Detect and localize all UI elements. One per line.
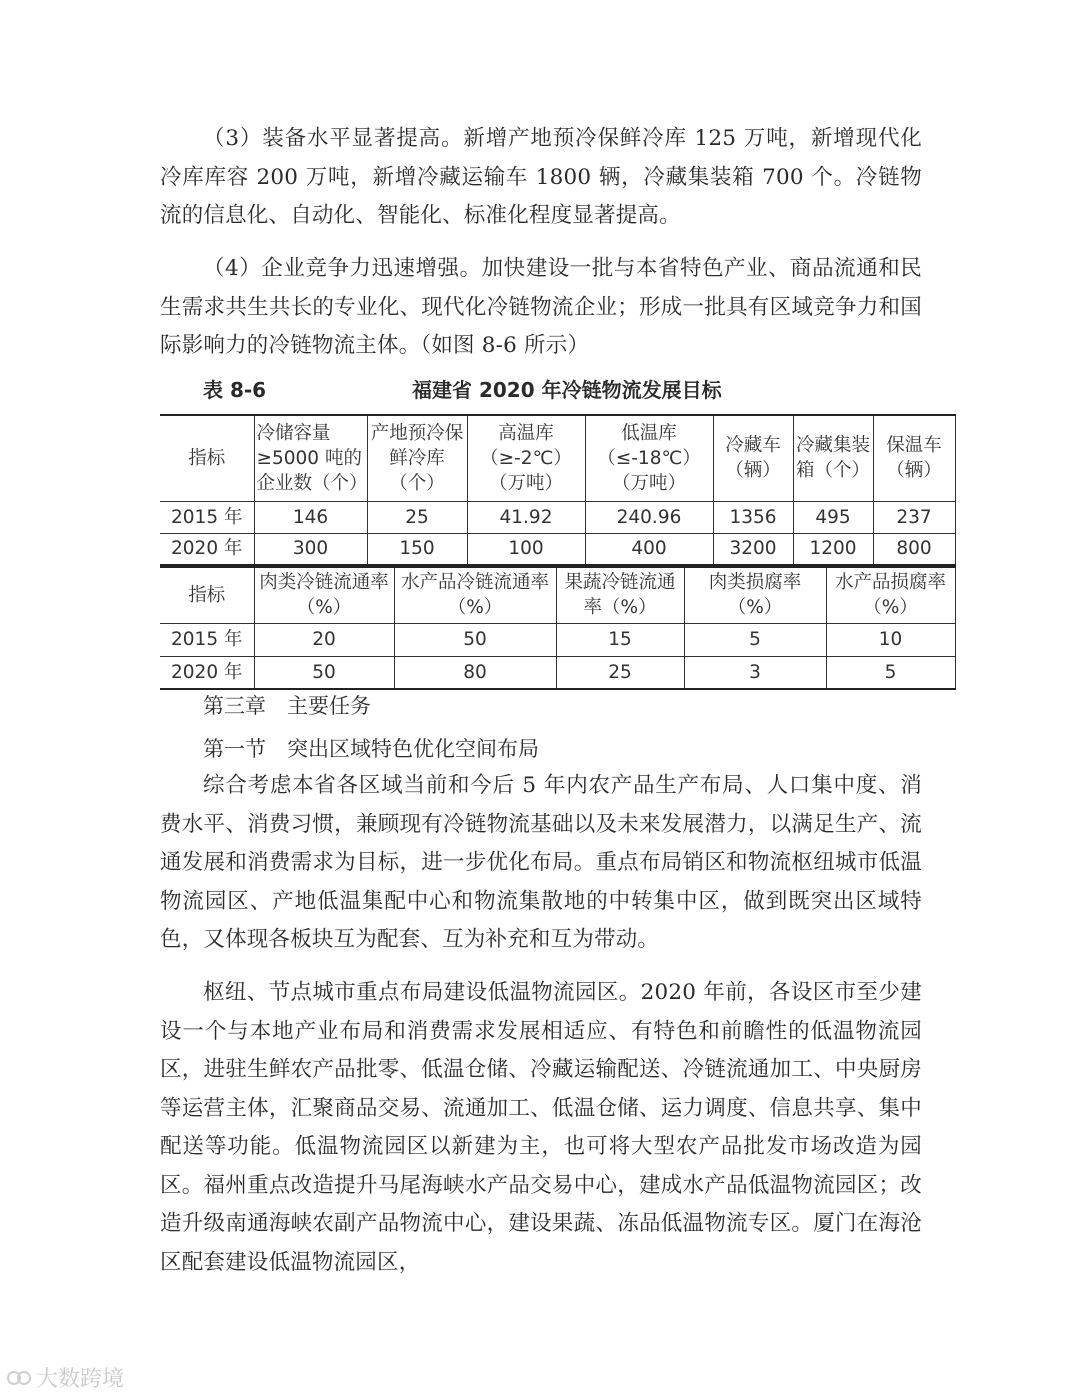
table-cell: 800 [873, 533, 955, 565]
table-cell: 25 [367, 501, 467, 533]
table-header-cell: 指标 [160, 567, 254, 623]
table-cell: 150 [367, 533, 467, 565]
table-row [160, 623, 955, 656]
table-header-cell: 高温库（≥-2℃）（万吨） [467, 415, 585, 501]
table-cell: 300 [254, 533, 367, 565]
table-cell: 2020 年 [160, 656, 254, 689]
targets-table-2 [160, 566, 956, 690]
table-cell: 20 [254, 623, 394, 656]
table-header-cell: 肉类损腐率（%） [684, 567, 826, 623]
table-cell: 1200 [793, 533, 873, 565]
table-header-row [160, 567, 955, 623]
table-cell: 2020 年 [160, 533, 254, 565]
table-cell: 80 [394, 656, 556, 689]
targets-table-1 [160, 414, 956, 566]
table-row [160, 533, 955, 565]
table-cell: 146 [254, 501, 367, 533]
table-header-cell: 肉类冷链流通率（%） [254, 567, 394, 623]
table-cell: 1356 [713, 501, 793, 533]
table-cell: 5 [826, 656, 955, 689]
table-cell: 240.96 [585, 501, 713, 533]
table-label: 表 8-6 [203, 378, 267, 402]
table-row [160, 656, 955, 689]
chapter-heading: 第三章 主要任务 [203, 694, 371, 718]
table-cell: 41.92 [467, 501, 585, 533]
table-header-cell: 果蔬冷链流通率（%） [556, 567, 684, 623]
table-cell: 25 [556, 656, 684, 689]
table-cell: 5 [684, 623, 826, 656]
table-header-cell: 水产品损腐率（%） [826, 567, 955, 623]
table-header-cell: 指标 [160, 415, 254, 501]
table-header-cell: 低温库（≤-18℃）（万吨） [585, 415, 713, 501]
table-header-row [160, 415, 955, 501]
table-title: 福建省 2020 年冷链物流发展目标 [412, 378, 722, 402]
table-header-cell: 保温车（辆） [873, 415, 955, 501]
table-cell: 50 [254, 656, 394, 689]
table-cell: 2015 年 [160, 501, 254, 533]
watermark-text: 大数跨境 [36, 1367, 125, 1392]
paragraph-equipment: （3）装备水平显著提高。新增产地预冷保鲜冷库 125 万吨，新增现代化冷库库容 200 万吨，新增冷藏运输车 1800 辆，冷藏集装箱 700 个。冷链物流的信息化、自动化、智能化、标准化程度显著提高。 [160, 126, 922, 228]
table-cell: 237 [873, 501, 955, 533]
watermark [6, 1362, 124, 1393]
table-cell: 10 [826, 623, 955, 656]
table-row [160, 501, 955, 533]
table-cell: 2015 年 [160, 623, 254, 656]
table-cell: 50 [394, 623, 556, 656]
paragraph-layout: 综合考虑本省各区域当前和今后 5 年内农产品生产布局、人口集中度、消费水平、消费习惯，兼顾现有冷链物流基础以及未来发展潜力，以满足生产、流通发展和消费需求为目标，进一步优化布局。重点布局销区和物流枢纽城市低温物流园区、产地低温集配中心和物流集散地的中转集中区，做到既突出区域特色，又体现各板块互为配套、互为补充和互为带动。 [160, 773, 922, 952]
table-cell: 3200 [713, 533, 793, 565]
table-cell: 400 [585, 533, 713, 565]
table-header-cell: 冷储容量≥5000 吨的企业数（个） [254, 415, 367, 501]
paragraph-hub-cities: 枢纽、节点城市重点布局建设低温物流园区。2020 年前，各设区市至少建设一个与本地产业布局和消费需求发展相适应、有特色和前瞻性的低温物流园区，进驻生鲜农产品批零、低温仓储、冷藏运输配送、冷链流通加工、中央厨房等运营主体，汇聚商品交易、流通加工、低温仓储、运力调度、信息共享、集中配送等功能。低温物流园区以新建为主，也可将大型农产品批发市场改造为园区。福州重点改造提升马尾海峡水产品交易中心，建成水产品低温物流园区；改造升级南通海峡农副产品物流中心，建设果蔬、冻品低温物流专区。厦门在海沧区配套建设低温物流园区， [160, 980, 922, 1275]
table-header-cell: 产地预冷保鲜冷库（个） [367, 415, 467, 501]
table-cell: 3 [684, 656, 826, 689]
table-cell: 495 [793, 501, 873, 533]
table-cell: 100 [467, 533, 585, 565]
table-header-cell: 水产品冷链流通率（%） [394, 567, 556, 623]
table-cell: 15 [556, 623, 684, 656]
table-header-cell: 冷藏集装箱（个） [793, 415, 873, 501]
brand-logo-icon [6, 1367, 32, 1389]
table-header-cell: 冷藏车（辆） [713, 415, 793, 501]
paragraph-enterprise: （4）企业竞争力迅速增强。加快建设一批与本省特色产业、商品流通和民生需求共生共长的专业化、现代化冷链物流企业；形成一批具有区域竞争力和国际影响力的冷链物流主体。（如图 8-6 所示） [160, 256, 922, 358]
section-heading: 第一节 突出区域特色优化空间布局 [203, 737, 539, 761]
